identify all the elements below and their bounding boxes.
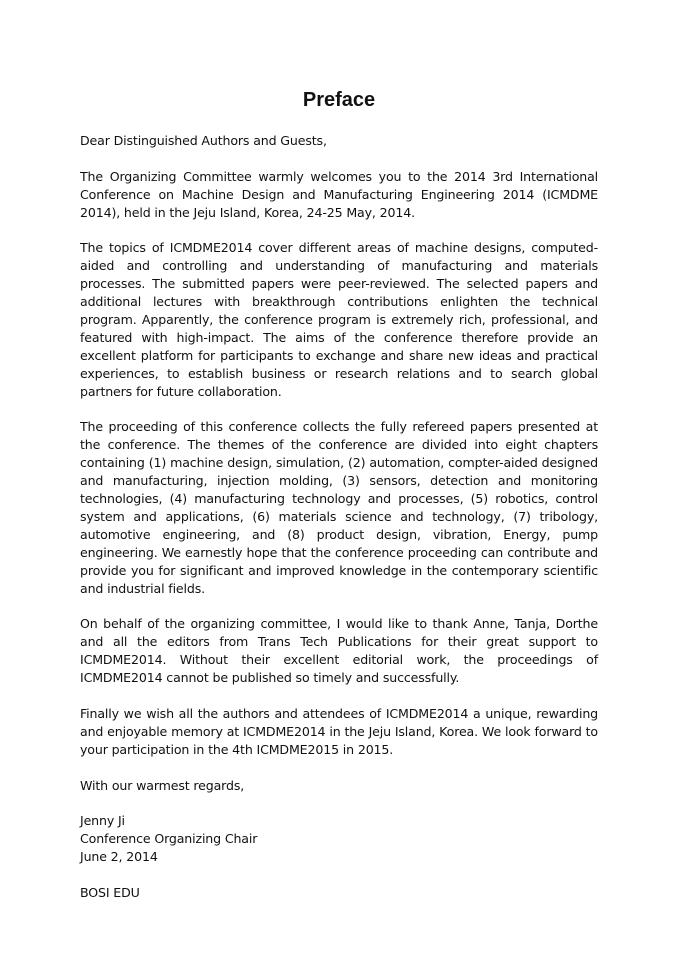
signature-date: June 2, 2014	[80, 849, 158, 865]
salutation: Dear Distinguished Authors and Guests,	[80, 133, 327, 148]
signatory-name: Jenny Ji	[80, 813, 125, 829]
paragraph-closing-wish: Finally we wish all the authors and attendees of ICMDME2014 a unique, rewarding and enjoyable memory at ICMDME2014 in the Jeju Island, Korea. We look forward to your participation in the 4th ICMDME2015 in 2015.	[80, 705, 598, 757]
document-body	[80, 132, 598, 920]
page-title: Preface	[302, 89, 376, 111]
paragraph-thanks: On behalf of the organizing committee, I would like to thank Anne, Tanja, Dorthe and all the editors from Trans Tech Publications for their great support to ICMDME2014. Without their excellent editorial work, the proceedings of ICMDME2014 cannot be published so timely and successfully.	[80, 616, 598, 686]
paragraph-topics: The topics of ICMDME2014 cover different areas of machine designs, computed-aided and controlling and understanding of manufacturing and materials processes. The submitted papers were peer-reviewed. The selected papers and additional lectures with breakthrough contributions enlighten the technical program. Apparently, the conference program is extremely rich, professional, and featured with high-impact. The aims of the conference therefore provide an excellent platform for participants to exchange and share new ideas and practical experiences, to establish business or research relations and to search global partners for future collaboration.	[80, 240, 598, 399]
paragraph-welcome: The Organizing Committee warmly welcomes you to the 2014 3rd International Conference on Machine Design and Manufacturing Engineering 2014 (ICMDME 2014), held in the Jeju Island, Korea, 24-25 May, 2014.	[80, 168, 598, 220]
paragraph-proceeding: The proceeding of this conference collects the fully refereed papers presented at the conference. The themes of the conference are divided into eight chapters containing (1) machine design, simulation, (2) automation, compter-aided designed and manufacturing, injection molding, (3) sensors, detection and monitoring technologies, (4) manufacturing technology and processes, (5) robotics, control system and applications, (6) materials science and technology, (7) tribology, automotive engineering, and (8) product design, vibration, Energy, pump engineering. We earnestly hope that the conference proceeding can contribute and provide you for significant and improved knowledge in the contemporary scientific and industrial fields.	[80, 419, 598, 596]
organization-name: BOSI EDU	[80, 884, 140, 900]
closing-line: With our warmest regards,	[80, 777, 245, 793]
signatory-role: Conference Organizing Chair	[80, 831, 258, 847]
signature-block	[80, 812, 598, 866]
